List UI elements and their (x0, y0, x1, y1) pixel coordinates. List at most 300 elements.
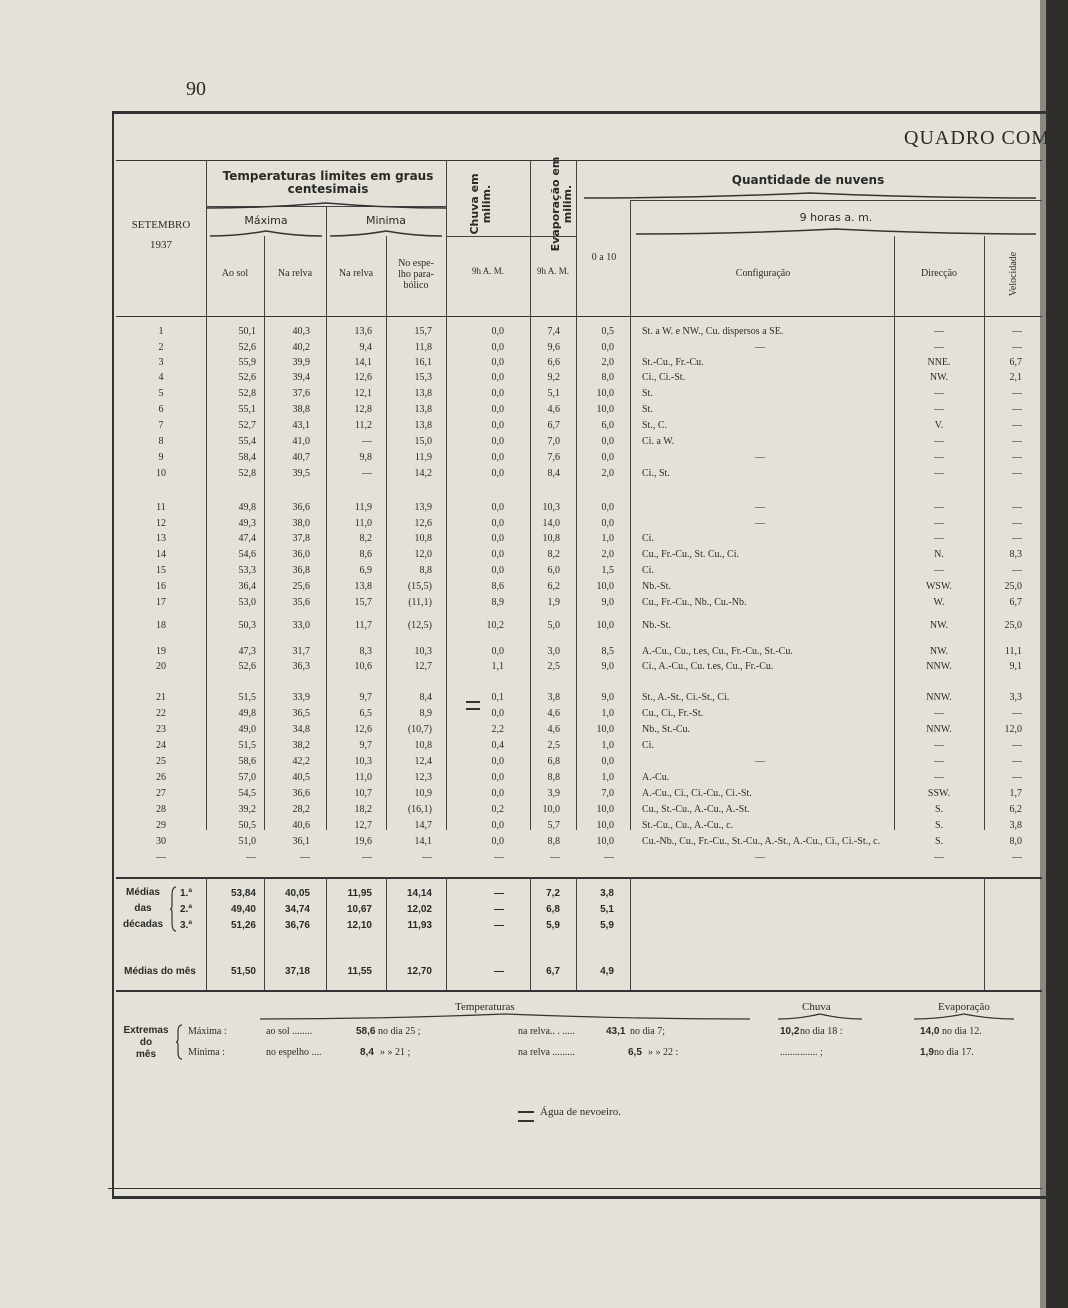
ao-sol-cell: 52,6 (238, 342, 256, 353)
relva-min-cell: 9,7 (359, 692, 372, 703)
table-title: QUADRO COM (904, 127, 1051, 149)
velocidade-cell: — (1012, 420, 1022, 431)
relva-min-cell: 10,7 (354, 788, 372, 799)
footnote-text: Água de nevoeiro. (540, 1106, 621, 1118)
ao-sol-cell: 53,0 (238, 597, 256, 608)
configuracao-cell: — (755, 342, 765, 353)
evaporacao-cell: 7,0 (547, 436, 560, 447)
direccao-cell: — (934, 468, 944, 479)
temp-brace (206, 202, 446, 210)
chuva-cell: 0,0 (491, 342, 504, 353)
day-cell: 16 (156, 581, 166, 592)
espelho-cell: 11,8 (414, 342, 432, 353)
day-cell: 24 (156, 740, 166, 751)
espelho-cell: 8,9 (419, 708, 432, 719)
nebulosity-cell: 0,0 (601, 756, 614, 767)
espelho-cell: 10,8 (414, 740, 432, 751)
relva-min-cell: 11,2 (354, 420, 372, 431)
relva-max-cell: 40,5 (292, 772, 310, 783)
ao-sol-cell: 49,8 (238, 502, 256, 513)
decade-mean-cell: — (494, 904, 504, 915)
max-evap-value: 14,0 (920, 1026, 940, 1037)
configuracao-cell: — (755, 452, 765, 463)
chuva-cell: 0,0 (491, 326, 504, 337)
ao-sol-cell: 52,6 (238, 661, 256, 672)
direccao-cell: — (934, 326, 944, 337)
espelho-cell: 13,8 (414, 388, 432, 399)
month-mean-cell: 6,7 (546, 966, 560, 977)
evaporacao-cell: 8,4 (547, 468, 560, 479)
min-esp-day: » » 21 ; (380, 1047, 411, 1058)
direccao-cell: — (934, 740, 944, 751)
maxima-brace (210, 230, 322, 238)
espelho-cell: 14,7 (414, 820, 432, 831)
relva-max-cell: 36,3 (292, 661, 310, 672)
maxima-header: Máxima (244, 214, 288, 227)
header-bottom-rule (116, 316, 1042, 317)
decade-mean-cell: 7,2 (546, 888, 560, 899)
direccao-cell: NW. (929, 620, 949, 631)
decade-label: 1.ª (180, 888, 193, 899)
chuva-cell: 0,0 (491, 357, 504, 368)
day-cell: 12 (156, 518, 166, 529)
max-label: Máxima : (188, 1026, 227, 1037)
evaporacao-cell: 4,6 (547, 724, 560, 735)
velocidade-cell: — (1012, 502, 1022, 513)
day-cell: 4 (158, 372, 164, 383)
velocidade-cell: — (1012, 708, 1022, 719)
relva-min-cell: 10,3 (354, 756, 372, 767)
chuva-cell: 10,2 (486, 620, 504, 631)
decade-mean-cell: 36,76 (284, 920, 310, 931)
velocidade-cell: 6,2 (1009, 804, 1022, 815)
relva-max-cell: 39,5 (292, 468, 310, 479)
evaporacao-header: Evaporação em milim. (549, 156, 574, 252)
relva-max-cell: 36,6 (292, 502, 310, 513)
velocidade-cell: 3,8 (1009, 820, 1022, 831)
evaporacao-cell: 6,7 (547, 420, 560, 431)
ao-sol-cell: 49,0 (238, 724, 256, 735)
direccao-cell: NNW. (926, 661, 952, 672)
relva-max-cell: 31,7 (292, 646, 310, 657)
day-cell: 7 (158, 420, 164, 431)
column-divider (630, 877, 631, 990)
column-divider (630, 200, 631, 830)
ao-sol-cell: 50,5 (238, 820, 256, 831)
configuracao-cell: Nb., St.-Cu. (642, 724, 691, 735)
month-mean-cell: 51,50 (230, 966, 256, 977)
extremes-evap-title: Evaporação (938, 1001, 990, 1013)
day-cell: 1 (158, 326, 164, 337)
espelho-cell: 12,3 (414, 772, 432, 783)
nove-horas-header: 9 horas a. m. (799, 211, 873, 224)
chuva-cell: 0,0 (491, 788, 504, 799)
day-cell: 26 (156, 772, 166, 783)
configuracao-cell: Ci. (642, 565, 654, 576)
espelho-cell: 13,9 (414, 502, 432, 513)
relva-max-cell: 36,6 (292, 788, 310, 799)
day-cell: 18 (156, 620, 166, 631)
ao-sol-cell: 54,5 (238, 788, 256, 799)
month-mean-label: Médias do mês (124, 966, 196, 977)
espelho-cell: (11,1) (408, 597, 432, 608)
nebulosity-cell: 0,0 (601, 342, 614, 353)
decade-mean-cell: 40,05 (284, 888, 310, 899)
direccao-cell: NW. (929, 372, 949, 383)
min-relva-text: na relva ......... (518, 1047, 575, 1058)
espelho-cell: 16,1 (414, 357, 432, 368)
extremes-temp-brace (260, 1013, 750, 1021)
relva-min-cell: 9,7 (359, 740, 372, 751)
max-evap-day: no dia 12. (942, 1026, 982, 1037)
configuracao-cell: St., A.-St., Ci.-St., Ci. (642, 692, 730, 703)
espelho-cell: 8,4 (419, 692, 432, 703)
ao-sol-cell: 51,5 (238, 692, 256, 703)
velocidade-cell: 25,0 (1004, 620, 1022, 631)
velocidade-cell: — (1012, 852, 1022, 863)
max-relva-value: 43,1 (606, 1026, 626, 1037)
decade-label: 2.ª (180, 904, 193, 915)
configuracao-cell: St., C. (642, 420, 668, 431)
velocidade-cell: 12,0 (1004, 724, 1022, 735)
extremes-evap-brace (914, 1013, 1014, 1021)
espelho-cell: 14,2 (414, 468, 432, 479)
chuva-cell: 0,1 (491, 692, 504, 703)
velocidade-cell: 1,7 (1009, 788, 1022, 799)
evaporacao-cell: 10,8 (542, 533, 560, 544)
nebulosity-cell: 10,0 (596, 388, 614, 399)
espelho-header: No espe-lho para-bólico (398, 258, 434, 291)
configuracao-cell: Ci. (642, 740, 654, 751)
configuracao-cell: A.-Cu., Ci., Ci.-Cu., Ci.-St. (642, 788, 752, 799)
column-divider (984, 877, 985, 990)
relva-max-cell: 38,2 (292, 740, 310, 751)
nebulosity-cell: 2,0 (601, 357, 614, 368)
na-relva-min-header: Na relva (338, 268, 374, 279)
max-chuva-day: no dia 18 : (800, 1026, 843, 1037)
configuracao-cell: Ci., St. (642, 468, 670, 479)
relva-max-cell: 39,9 (292, 357, 310, 368)
day-cell: 22 (156, 708, 166, 719)
relva-min-cell: 12,6 (354, 724, 372, 735)
max-sol-value: 58,6 (356, 1026, 376, 1037)
relva-min-cell: 6,5 (359, 708, 372, 719)
day-cell: 3 (158, 357, 164, 368)
chuva-cell: 0,0 (491, 549, 504, 560)
extremes-chuva-title: Chuva (802, 1001, 831, 1013)
day-cell: 8 (158, 436, 164, 447)
chuva-cell: 0,0 (491, 388, 504, 399)
espelho-cell: 15,0 (414, 436, 432, 447)
decade-mean-cell: 53,84 (230, 888, 256, 899)
relva-min-cell: 19,6 (354, 836, 372, 847)
ao-sol-cell: 49,8 (238, 708, 256, 719)
day-cell: — (156, 852, 166, 863)
day-cell: 25 (156, 756, 166, 767)
espelho-cell: 14,1 (414, 836, 432, 847)
espelho-cell: 12,7 (414, 661, 432, 672)
decade-mean-cell: 49,40 (230, 904, 256, 915)
relva-max-cell: 40,2 (292, 342, 310, 353)
nebulosity-cell: 0,0 (601, 502, 614, 513)
nebulosity-cell: 10,0 (596, 836, 614, 847)
day-cell: 5 (158, 388, 164, 399)
configuracao-cell: Nb.-St. (642, 581, 671, 592)
relva-max-cell: 33,0 (292, 620, 310, 631)
relva-max-cell: 38,8 (292, 404, 310, 415)
evaporacao-cell: 8,2 (547, 549, 560, 560)
configuracao-header: Configuração (735, 268, 791, 279)
evaporacao-cell: 7,4 (547, 326, 560, 337)
configuracao-cell: Cu., St.-Cu., A.-Cu., A.-St. (642, 804, 750, 815)
nove-horas-brace (636, 228, 1036, 236)
decade-mean-cell: 12,02 (406, 904, 432, 915)
day-cell: 11 (156, 502, 166, 513)
ao-sol-cell: 52,6 (238, 372, 256, 383)
ao-sol-cell: 51,5 (238, 740, 256, 751)
day-cell: 19 (156, 646, 166, 657)
direccao-cell: S. (934, 804, 944, 815)
direccao-cell: — (934, 852, 944, 863)
decade-mean-cell: 5,1 (600, 904, 614, 915)
decade-mean-cell: 14,14 (406, 888, 432, 899)
day-cell: 30 (156, 836, 166, 847)
decade-label: 3.ª (180, 920, 193, 931)
relva-min-cell: 12,6 (354, 372, 372, 383)
velocidade-cell: 3,3 (1009, 692, 1022, 703)
direccao-cell: — (934, 502, 944, 513)
relva-min-cell: 11,9 (354, 502, 372, 513)
mes-label: mês (135, 1049, 156, 1060)
na-relva-max-header: Na relva (277, 268, 313, 279)
decade-mean-cell: 10,67 (346, 904, 372, 915)
relva-min-cell: 12,1 (354, 388, 372, 399)
evap-time: 9h A. M. (536, 266, 569, 276)
velocidade-cell: — (1012, 388, 1022, 399)
direccao-cell: — (934, 708, 944, 719)
chuva-cell: 0,0 (491, 820, 504, 831)
configuracao-cell: A.-Cu., Cu., t.es, Cu., Fr.-Cu., St.-Cu. (642, 646, 793, 657)
evaporacao-cell: 14,0 (542, 518, 560, 529)
chuva-time: 9h A. M. (471, 266, 504, 276)
ao-sol-header: Ao sol (221, 268, 249, 279)
configuracao-cell: Nb.-St. (642, 620, 671, 631)
nebulosity-cell: 10,0 (596, 724, 614, 735)
extremes-chuva-brace (778, 1013, 862, 1021)
direccao-cell: — (934, 436, 944, 447)
chuva-cell: 0,0 (491, 404, 504, 415)
chuva-cell: 0,0 (491, 708, 504, 719)
nebulosity-cell: 0,0 (601, 518, 614, 529)
direccao-cell: NNW. (926, 692, 952, 703)
page-binding-edge (1046, 0, 1068, 1308)
medias-label: Médias (126, 887, 160, 898)
chuva-cell: 1,1 (491, 661, 504, 672)
configuracao-cell: Ci., Ci.-St. (642, 372, 686, 383)
decade-mean-cell: 12,10 (346, 920, 372, 931)
max-sol-text: ao sol ........ (266, 1026, 313, 1037)
configuracao-cell: St. (642, 404, 653, 415)
nebulosity-cell: 1,0 (601, 533, 614, 544)
nebulosity-cell: 2,0 (601, 468, 614, 479)
extremes-rule (116, 990, 1042, 992)
minima-brace (330, 230, 442, 238)
velocidade-cell: 6,7 (1009, 597, 1022, 608)
espelho-cell: (12,5) (407, 620, 432, 631)
espelho-cell: (15,5) (407, 581, 432, 592)
velocidade-cell: 25,0 (1004, 581, 1022, 592)
configuracao-cell: — (755, 756, 765, 767)
chuva-cell: 0,0 (491, 836, 504, 847)
relva-min-cell: 12,7 (354, 820, 372, 831)
decadas-brace (170, 886, 178, 932)
chuva-cell: — (494, 852, 504, 863)
nuvens-group-header: Quantidade de nuvens (731, 173, 885, 187)
configuracao-cell: Ci., A.-Cu., Cu. t.es, Cu., Fr.-Cu. (642, 661, 774, 672)
direccao-cell: W. (933, 597, 945, 608)
chuva-cell: 0,0 (491, 468, 504, 479)
ao-sol-cell: 58,6 (238, 756, 256, 767)
espelho-cell: 8,8 (419, 565, 432, 576)
velocidade-cell: — (1012, 404, 1022, 415)
do-label: do (139, 1037, 153, 1048)
nebulosity-cell: 8,5 (601, 646, 614, 657)
relva-max-cell: 40,7 (292, 452, 310, 463)
direccao-cell: S. (934, 836, 944, 847)
velocidade-cell: 8,0 (1009, 836, 1022, 847)
means-rule (116, 877, 1042, 879)
relva-min-cell: 10,6 (354, 661, 372, 672)
relva-max-cell: 34,8 (292, 724, 310, 735)
nebulosity-cell: 8,0 (601, 372, 614, 383)
espelho-cell: — (422, 852, 432, 863)
scale-header: 0 a 10 (591, 252, 617, 263)
day-cell: 13 (156, 533, 166, 544)
evaporacao-cell: 3,9 (547, 788, 560, 799)
evaporacao-cell: 6,6 (547, 357, 560, 368)
min-relva-value: 6,5 (628, 1047, 642, 1058)
configuracao-cell: Cu.-Nb., Cu., Fr.-Cu., St.-Cu., A.-St., A.-Cu., Ci., Ci.-St., c. (642, 836, 881, 847)
configuracao-cell: St. a W. e NW., Cu. dispersos a SE. (642, 326, 784, 337)
velocidade-cell: 11,1 (1004, 646, 1022, 657)
espelho-cell: 15,3 (414, 372, 432, 383)
evaporacao-cell: 6,0 (547, 565, 560, 576)
relva-max-cell: 36,0 (292, 549, 310, 560)
month-mean-cell: 12,70 (406, 966, 432, 977)
day-cell: 20 (156, 661, 166, 672)
nebulosity-cell: 6,0 (601, 420, 614, 431)
ao-sol-cell: 52,8 (238, 388, 256, 399)
min-relva-day: » » 22 : (648, 1047, 679, 1058)
ao-sol-cell: 51,0 (238, 836, 256, 847)
ao-sol-cell: 53,3 (238, 565, 256, 576)
decade-mean-cell: 11,95 (347, 888, 372, 899)
configuracao-cell: — (755, 502, 765, 513)
chuva-cell: 0,0 (491, 756, 504, 767)
configuracao-cell: A.-Cu. (642, 772, 670, 783)
relva-max-cell: — (300, 852, 310, 863)
relva-max-cell: 38,0 (292, 518, 310, 529)
decade-mean-cell: — (494, 920, 504, 931)
relva-min-cell: 15,7 (354, 597, 372, 608)
chuva-cell: 0,0 (491, 518, 504, 529)
evaporacao-cell: 3,8 (547, 692, 560, 703)
ao-sol-cell: 39,2 (238, 804, 256, 815)
relva-max-cell: 40,6 (292, 820, 310, 831)
decade-mean-cell: 11,93 (407, 920, 432, 931)
nebulosity-cell: 1,0 (601, 708, 614, 719)
nebulosity-cell: 10,0 (596, 820, 614, 831)
configuracao-cell: St.-Cu., Fr.-Cu. (642, 357, 704, 368)
evaporacao-cell: 4,6 (547, 404, 560, 415)
chuva-header: Chuva em milim. (468, 173, 493, 235)
espelho-cell: (10,7) (407, 724, 432, 735)
day-cell: 14 (156, 549, 166, 560)
relva-max-cell: 37,6 (292, 388, 310, 399)
ao-sol-cell: 49,3 (238, 518, 256, 529)
espelho-cell: 10,3 (414, 646, 432, 657)
espelho-cell: 10,9 (414, 788, 432, 799)
relva-max-cell: 43,1 (292, 420, 310, 431)
velocidade-cell: 8,3 (1009, 549, 1022, 560)
fog-water-marker (466, 701, 480, 710)
espelho-cell: 13,8 (414, 420, 432, 431)
max-relva-day: no dia 7; (630, 1026, 665, 1037)
configuracao-cell: St. (642, 388, 653, 399)
direccao-cell: — (934, 342, 944, 353)
ao-sol-cell: 52,7 (238, 420, 256, 431)
direccao-cell: — (934, 388, 944, 399)
relva-min-cell: 11,0 (354, 772, 372, 783)
day-cell: 2 (158, 342, 164, 353)
direccao-header: Direcção (920, 268, 958, 279)
relva-min-cell: 8,6 (359, 549, 372, 560)
min-chuva-text: ............... ; (780, 1047, 823, 1058)
relva-min-cell: 8,2 (359, 533, 372, 544)
max-relva-text: na relva.. . ..... (518, 1026, 575, 1037)
direccao-cell: NNW. (926, 724, 952, 735)
chuva-cell: 2,2 (491, 724, 504, 735)
das-label: das (134, 903, 152, 914)
ao-sol-cell: 58,4 (238, 452, 256, 463)
evaporacao-cell: 6,2 (547, 581, 560, 592)
nebulosity-cell: 0,5 (601, 326, 614, 337)
evaporacao-cell: 9,6 (547, 342, 560, 353)
decadas-label: décadas (122, 919, 164, 930)
evaporacao-cell: 4,6 (547, 708, 560, 719)
day-cell: 10 (156, 468, 166, 479)
relva-min-cell: — (362, 468, 372, 479)
velocidade-cell: — (1012, 533, 1022, 544)
nebulosity-cell: 7,0 (601, 788, 614, 799)
month-label: SETEMBRO (131, 219, 191, 231)
evaporacao-cell: 5,1 (547, 388, 560, 399)
relva-min-cell: 11,7 (354, 620, 372, 631)
velocidade-cell: — (1012, 326, 1022, 337)
velocidade-header: Velocidade (1008, 251, 1019, 297)
direccao-cell: S. (934, 820, 944, 831)
evaporacao-cell: 8,8 (547, 772, 560, 783)
direccao-cell: — (934, 518, 944, 529)
configuracao-cell: St.-Cu., Cu., A.-Cu., c. (642, 820, 734, 831)
configuracao-cell: Cu., Fr.-Cu., St. Cu., Ci. (642, 549, 739, 560)
max-sol-day: no dia 25 ; (378, 1026, 421, 1037)
min-evap-day: no dia 17. (934, 1047, 974, 1058)
ao-sol-cell: 57,0 (238, 772, 256, 783)
evaporacao-cell: 10,3 (542, 502, 560, 513)
ao-sol-cell: 55,9 (238, 357, 256, 368)
velocidade-cell: — (1012, 342, 1022, 353)
